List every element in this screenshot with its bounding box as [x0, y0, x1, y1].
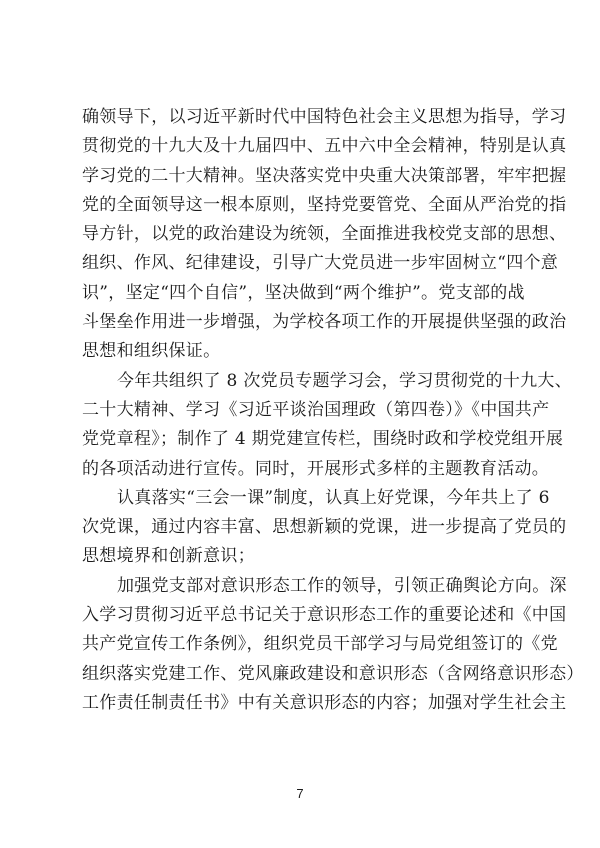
paragraph-line: 思想境界和创新意识； [82, 546, 255, 567]
paragraph-line: 认真落实“三会一课”制度，认真上好党课，今年共上了 6 [117, 487, 550, 508]
paragraph-line: 确领导下，以习近平新时代中国特色社会主义思想为指导，学习 [82, 107, 567, 127]
paragraph-2 [82, 367, 573, 484]
paragraph-line: 共产党宣传工作条例》，组织党员干部学习与局党组签订的《党 [82, 634, 558, 655]
document-body [82, 103, 584, 718]
paragraph-line: 工作责任制责任书》中有关意识形态的内容；加强对学生社会主 [82, 692, 567, 713]
paragraph-line: 斗堡垒作用进一步增强，为学校各项工作的开展提供坚强的政治 [82, 312, 567, 333]
paragraph-1 [82, 103, 567, 367]
paragraph-line: 学习党的二十大精神。坚决落实党中央重大决策部署，牢牢把握 [82, 165, 567, 186]
paragraph-line: 贯彻党的十九大及十九届四中、五中六中全会精神，特别是认真 [82, 136, 567, 157]
paragraph-line: 次党课，通过内容丰富、思想新颖的党课，进一步提高了党员的 [82, 517, 567, 538]
paragraph-line: 识”，坚定“四个自信”，坚决做到“两个维护”。党支部的战 [82, 282, 525, 303]
paragraph-line: 党党章程》；制作了 4 期党建宣传栏，围绕时政和学校党组开展 [82, 429, 564, 450]
paragraph-line: 入学习贯彻习近平总书记关于意识形态工作的重要论述和《中国 [82, 605, 567, 626]
paragraph-3 [82, 484, 567, 572]
paragraph-line: 组织、作风、纪律建设，引导广大党员进一步牢固树立“四个意 [82, 253, 559, 274]
paragraph-line: 二十大精神、学习《习近平谈治国理政（第四卷）》《中国共产 [82, 399, 550, 420]
paragraph-line: 党的全面领导这一根本原则，坚持党要管党、全面从严治党的指 [82, 194, 567, 215]
page-number: 7 [296, 786, 304, 801]
paragraph-line: 组织落实党建工作、党风廉政建设和意识形态（含网络意识形态） [82, 663, 584, 684]
paragraph-line: 的各项活动进行宣传。同时，开展形式多样的主题教育活动。 [82, 458, 550, 479]
paragraph-line: 思想和组织保证。 [82, 341, 221, 362]
paragraph-4 [82, 572, 584, 718]
paragraph-line: 加强党支部对意识形态工作的领导，引领正确舆论方向。深 [117, 575, 567, 596]
paragraph-line: 导方针，以党的政治建设为统领，全面推进我校党支部的思想、 [82, 224, 567, 245]
paragraph-line: 今年共组织了 8 次党员专题学习会，学习贯彻党的十九大、 [117, 370, 573, 391]
